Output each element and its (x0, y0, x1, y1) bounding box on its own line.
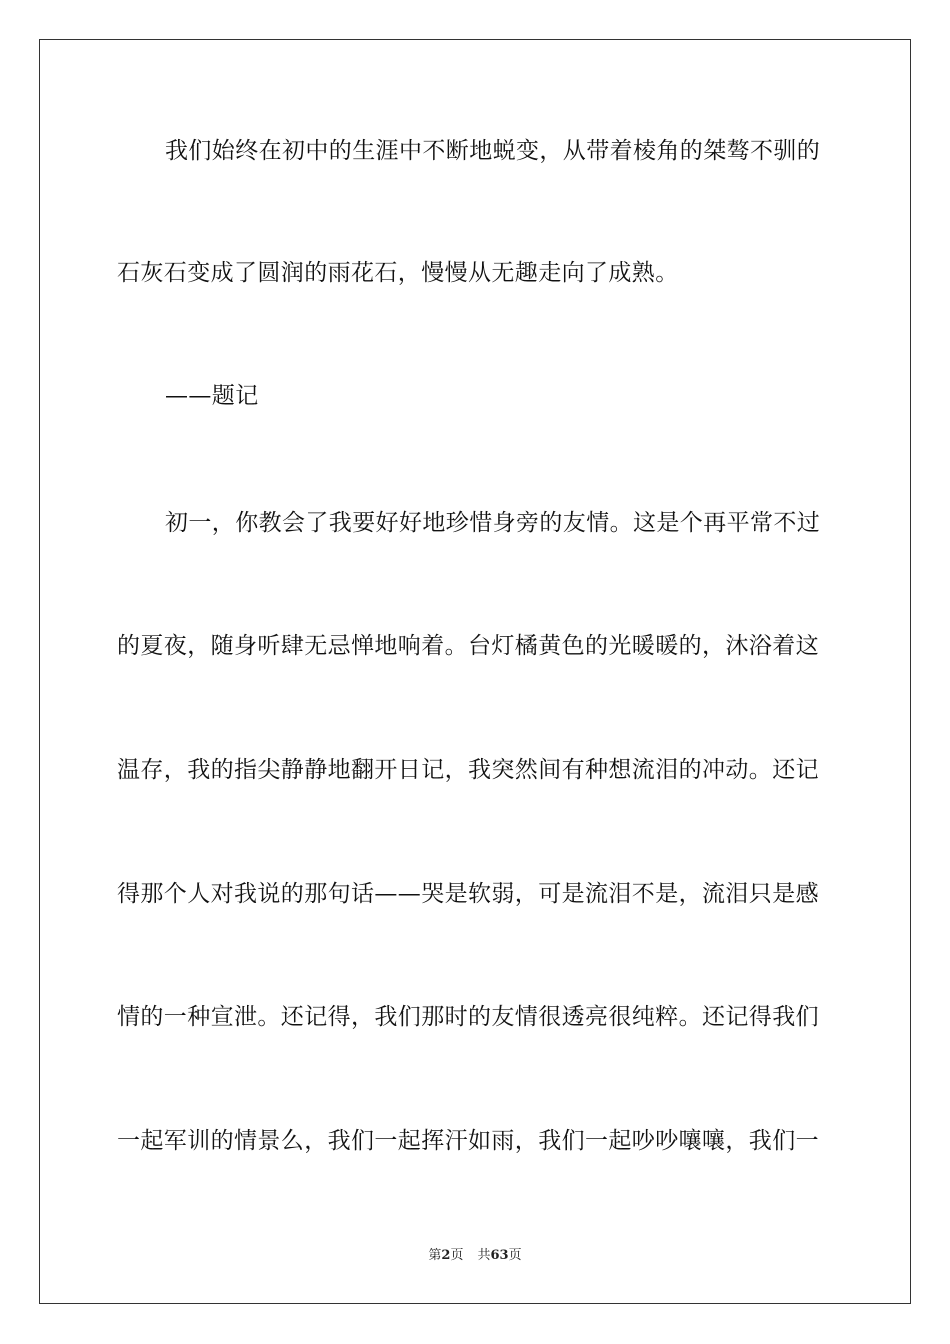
paragraph-2-line-1: 初一，你教会了我要好好地珍惜身旁的友情。这是个再平常不过 (165, 510, 821, 536)
paragraph-2-line-5: 情的一种宣泄。还记得，我们那时的友情很透亮很纯粹。还记得我们 (117, 1004, 819, 1030)
page-suffix: 页 (450, 1248, 464, 1263)
page-footer (0, 1247, 950, 1265)
paragraph-2-line-6: 一起军训的情景么，我们一起挥汗如雨，我们一起吵吵嚷嚷，我们一 (117, 1128, 819, 1154)
page-number: 2 (441, 1248, 451, 1263)
total-suffix: 页 (508, 1248, 522, 1263)
paragraph-2-line-4: 得那个人对我说的那句话——哭是软弱，可是流泪不是，流泪只是感 (117, 881, 819, 907)
page-prefix: 第 (428, 1248, 442, 1263)
page-border (39, 39, 911, 1304)
total-prefix: 共 (477, 1248, 491, 1263)
paragraph-2-line-3: 温存，我的指尖静静地翻开日记，我突然间有种想流泪的冲动。还记 (117, 757, 819, 783)
paragraph-1-line-1: 我们始终在初中的生涯中不断地蜕变，从带着棱角的桀骜不驯的 (165, 138, 821, 164)
total-pages: 63 (490, 1248, 509, 1263)
epigraph-signature: ——题记 (165, 383, 259, 409)
paragraph-1-line-2: 石灰石变成了圆润的雨花石，慢慢从无趣走向了成熟。 (117, 260, 679, 286)
paragraph-2-line-2: 的夏夜，随身听肆无忌惮地响着。台灯橘黄色的光暖暖的，沐浴着这 (117, 633, 819, 659)
